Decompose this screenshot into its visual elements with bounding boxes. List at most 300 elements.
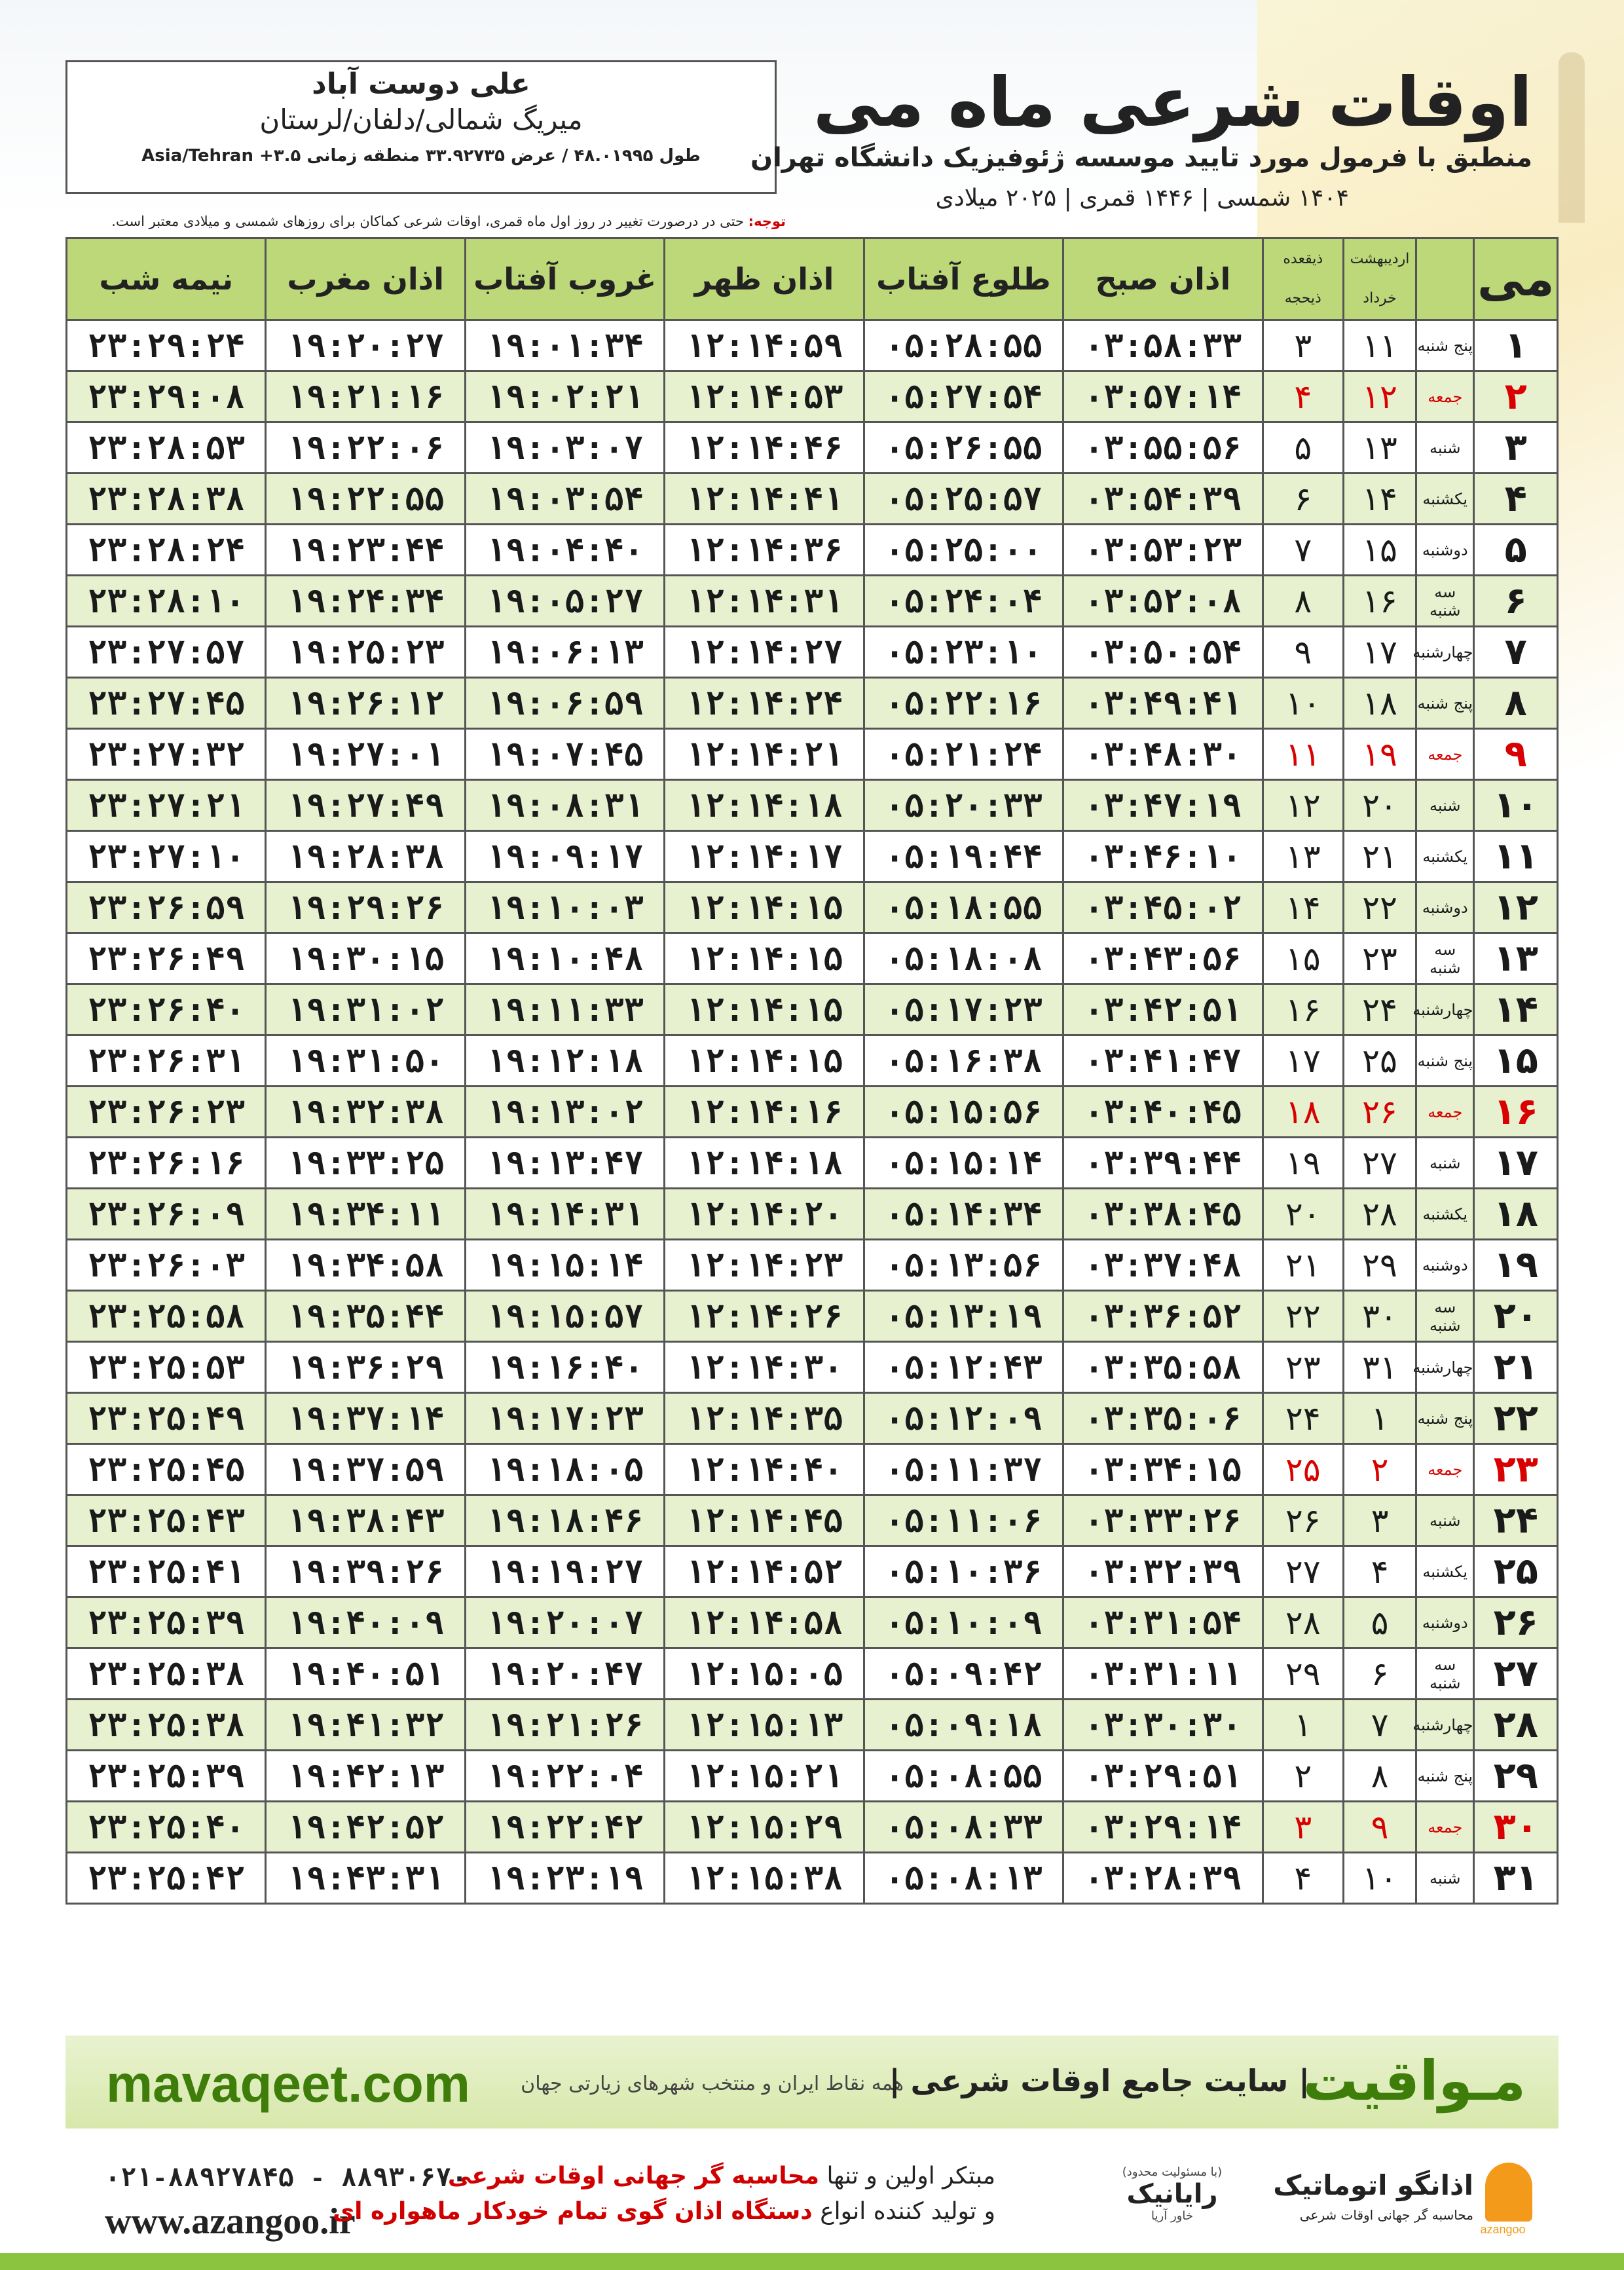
azangoo-mark-text: azangoo <box>1480 2223 1526 2236</box>
cell-midnight: ۲۳:۲۷:۳۲ <box>67 729 266 780</box>
cell-day: ۱۱ <box>1474 831 1558 882</box>
cell-sunset: ۱۹:۰۳:۵۴ <box>465 474 664 525</box>
promo2-a: و تولید کننده انواع <box>820 2198 995 2225</box>
cell-hijri: ۲۶ <box>1263 1495 1343 1546</box>
azangoo-tagline: محاسبه گر جهانی اوقات شرعی <box>1299 2207 1473 2223</box>
cell-hijri: ۸ <box>1263 576 1343 627</box>
cell-fajr: ۰۳:۴۰:۴۵ <box>1063 1087 1263 1138</box>
cell-jalali: ۱ <box>1343 1393 1416 1444</box>
cell-maghrib: ۱۹:۳۲:۳۸ <box>266 1087 465 1138</box>
website-link[interactable]: mavaqeet.com <box>106 2055 470 2113</box>
table-row <box>67 1138 1558 1189</box>
cell-jalali: ۲۵ <box>1343 1035 1416 1087</box>
cell-day: ۱۰ <box>1474 780 1558 831</box>
cell-dhuhr: ۱۲:۱۴:۲۷ <box>665 627 864 678</box>
cell-jalali: ۴ <box>1343 1546 1416 1597</box>
cell-jalali: ۹ <box>1343 1802 1416 1853</box>
cell-sunset: ۱۹:۱۰:۰۳ <box>465 882 664 933</box>
table-row <box>67 1291 1558 1342</box>
cell-jalali: ۱۹ <box>1343 729 1416 780</box>
table-row <box>67 984 1558 1035</box>
cell-hijri: ۱۶ <box>1263 984 1343 1035</box>
cell-weekday: سه شنبه <box>1416 1291 1474 1342</box>
cell-day: ۱۶ <box>1474 1087 1558 1138</box>
cell-hijri: ۲۴ <box>1263 1393 1343 1444</box>
note-text: حتی در درصورت تغییر در روز اول ماه قمری، اوقات شرعی کماکان برای روزهای شمسی و میلادی معتبر است. <box>111 214 744 229</box>
cell-jalali: ۲ <box>1343 1444 1416 1495</box>
cell-weekday: سه شنبه <box>1416 576 1474 627</box>
cell-hijri: ۱۳ <box>1263 831 1343 882</box>
cell-dhuhr: ۱۲:۱۵:۱۳ <box>665 1700 864 1751</box>
cell-day: ۳۱ <box>1474 1853 1558 1904</box>
cell-hijri: ۱۴ <box>1263 882 1343 933</box>
table-row <box>67 933 1558 984</box>
cell-sunset: ۱۹:۲۱:۲۶ <box>465 1700 664 1751</box>
cell-maghrib: ۱۹:۳۱:۵۰ <box>266 1035 465 1087</box>
table-row <box>67 627 1558 678</box>
cell-maghrib: ۱۹:۲۷:۴۹ <box>266 780 465 831</box>
cell-midnight: ۲۳:۲۷:۴۵ <box>67 678 266 729</box>
cell-midnight: ۲۳:۲۵:۴۲ <box>67 1853 266 1904</box>
cell-midnight: ۲۳:۲۶:۰۳ <box>67 1240 266 1291</box>
note-label: توجه: <box>748 214 786 229</box>
cell-dhuhr: ۱۲:۱۴:۲۰ <box>665 1189 864 1240</box>
location-box <box>65 60 777 194</box>
header-hijri-1: ذیقعده <box>1283 251 1323 267</box>
table-row <box>67 1240 1558 1291</box>
cell-fajr: ۰۳:۵۳:۲۳ <box>1063 525 1263 576</box>
cell-sunrise: ۰۵:۲۱:۲۴ <box>864 729 1063 780</box>
cell-dhuhr: ۱۲:۱۵:۰۵ <box>665 1648 864 1700</box>
cell-maghrib: ۱۹:۳۴:۱۱ <box>266 1189 465 1240</box>
cell-hijri: ۳ <box>1263 320 1343 371</box>
note <box>65 214 786 229</box>
cell-sunset: ۱۹:۱۳:۴۷ <box>465 1138 664 1189</box>
cell-day: ۲۱ <box>1474 1342 1558 1393</box>
table-body <box>67 320 1558 1904</box>
cell-dhuhr: ۱۲:۱۵:۳۸ <box>665 1853 864 1904</box>
cell-sunset: ۱۹:۱۲:۱۸ <box>465 1035 664 1087</box>
cell-maghrib: ۱۹:۳۹:۲۶ <box>266 1546 465 1597</box>
cell-weekday: پنج شنبه <box>1416 678 1474 729</box>
cell-weekday: دوشنبه <box>1416 525 1474 576</box>
cell-sunrise: ۰۵:۱۵:۵۶ <box>864 1087 1063 1138</box>
cell-maghrib: ۱۹:۳۱:۰۲ <box>266 984 465 1035</box>
cell-sunrise: ۰۵:۲۳:۱۰ <box>864 627 1063 678</box>
cell-day: ۳۰ <box>1474 1802 1558 1853</box>
cell-fajr: ۰۳:۵۰:۵۴ <box>1063 627 1263 678</box>
cell-hijri: ۱۸ <box>1263 1087 1343 1138</box>
cell-day: ۱۹ <box>1474 1240 1558 1291</box>
cell-sunrise: ۰۵:۱۷:۲۳ <box>864 984 1063 1035</box>
cell-day: ۴ <box>1474 474 1558 525</box>
cell-midnight: ۲۳:۲۶:۱۶ <box>67 1138 266 1189</box>
cell-hijri: ۴ <box>1263 371 1343 422</box>
table-row <box>67 422 1558 474</box>
cell-maghrib: ۱۹:۴۳:۳۱ <box>266 1853 465 1904</box>
cell-jalali: ۷ <box>1343 1700 1416 1751</box>
cell-sunrise: ۰۵:۱۵:۱۴ <box>864 1138 1063 1189</box>
cell-hijri: ۲۱ <box>1263 1240 1343 1291</box>
cell-maghrib: ۱۹:۲۲:۰۶ <box>266 422 465 474</box>
cell-sunrise: ۰۵:۰۹:۱۸ <box>864 1700 1063 1751</box>
cell-sunrise: ۰۵:۱۹:۴۴ <box>864 831 1063 882</box>
cell-fajr: ۰۳:۴۳:۵۶ <box>1063 933 1263 984</box>
cell-hijri: ۲۹ <box>1263 1648 1343 1700</box>
cell-dhuhr: ۱۲:۱۴:۱۶ <box>665 1087 864 1138</box>
cell-day: ۱ <box>1474 320 1558 371</box>
cell-midnight: ۲۳:۲۹:۲۴ <box>67 320 266 371</box>
cell-sunrise: ۰۵:۲۶:۵۵ <box>864 422 1063 474</box>
table-row <box>67 1342 1558 1393</box>
cell-dhuhr: ۱۲:۱۴:۱۷ <box>665 831 864 882</box>
cell-maghrib: ۱۹:۴۲:۵۲ <box>266 1802 465 1853</box>
cell-sunrise: ۰۵:۱۲:۰۹ <box>864 1393 1063 1444</box>
cell-jalali: ۵ <box>1343 1597 1416 1648</box>
cell-fajr: ۰۳:۳۱:۵۴ <box>1063 1597 1263 1648</box>
cell-fajr: ۰۳:۵۵:۵۶ <box>1063 422 1263 474</box>
table-row <box>67 831 1558 882</box>
promo-line-1 <box>448 2163 995 2189</box>
cell-weekday: چهارشنبه <box>1416 1700 1474 1751</box>
cell-dhuhr: ۱۲:۱۴:۵۹ <box>665 320 864 371</box>
region-name: میریگ شمالی/دلفان/لرستان <box>259 103 583 136</box>
cell-day: ۲ <box>1474 371 1558 422</box>
cell-jalali: ۱۲ <box>1343 371 1416 422</box>
azangoo-name: اذانگو اتوماتیک <box>1273 2169 1473 2201</box>
cell-midnight: ۲۳:۲۶:۵۹ <box>67 882 266 933</box>
cell-midnight: ۲۳:۲۸:۵۳ <box>67 422 266 474</box>
cell-sunrise: ۰۵:۲۵:۰۰ <box>864 525 1063 576</box>
cell-dhuhr: ۱۲:۱۴:۱۵ <box>665 1035 864 1087</box>
page-title: اوقات شرعی ماه می <box>813 62 1532 142</box>
cell-jalali: ۲۲ <box>1343 882 1416 933</box>
rayanik-logo <box>1113 2165 1231 2237</box>
cell-weekday: شنبه <box>1416 1853 1474 1904</box>
cell-jalali: ۲۰ <box>1343 780 1416 831</box>
cell-maghrib: ۱۹:۳۳:۲۵ <box>266 1138 465 1189</box>
cell-maghrib: ۱۹:۳۴:۵۸ <box>266 1240 465 1291</box>
cell-jalali: ۳۰ <box>1343 1291 1416 1342</box>
cell-maghrib: ۱۹:۲۳:۴۴ <box>266 525 465 576</box>
table-row <box>67 1597 1558 1648</box>
cell-maghrib: ۱۹:۴۱:۳۲ <box>266 1700 465 1751</box>
cell-weekday: پنج شنبه <box>1416 1393 1474 1444</box>
cell-midnight: ۲۳:۲۵:۴۱ <box>67 1546 266 1597</box>
cell-dhuhr: ۱۲:۱۴:۱۵ <box>665 882 864 933</box>
cell-hijri: ۵ <box>1263 422 1343 474</box>
cell-weekday: جمعه <box>1416 1087 1474 1138</box>
cell-day: ۲۴ <box>1474 1495 1558 1546</box>
cell-fajr: ۰۳:۴۵:۰۲ <box>1063 882 1263 933</box>
cell-dhuhr: ۱۲:۱۴:۱۵ <box>665 984 864 1035</box>
table-row <box>67 882 1558 933</box>
cell-dhuhr: ۱۲:۱۴:۱۸ <box>665 1138 864 1189</box>
cell-fajr: ۰۳:۳۰:۳۰ <box>1063 1700 1263 1751</box>
cell-sunset: ۱۹:۰۶:۵۹ <box>465 678 664 729</box>
cell-sunrise: ۰۵:۱۶:۳۸ <box>864 1035 1063 1087</box>
cell-midnight: ۲۳:۲۶:۴۰ <box>67 984 266 1035</box>
cell-sunrise: ۰۵:۲۲:۱۶ <box>864 678 1063 729</box>
cell-sunset: ۱۹:۱۵:۵۷ <box>465 1291 664 1342</box>
cell-sunset: ۱۹:۱۸:۰۵ <box>465 1444 664 1495</box>
cell-weekday: جمعه <box>1416 729 1474 780</box>
cell-sunset: ۱۹:۱۸:۴۶ <box>465 1495 664 1546</box>
cell-sunset: ۱۹:۱۱:۳۳ <box>465 984 664 1035</box>
cell-sunrise: ۰۵:۱۲:۴۳ <box>864 1342 1063 1393</box>
cell-sunset: ۱۹:۲۲:۰۴ <box>465 1751 664 1802</box>
cell-fajr: ۰۳:۳۵:۵۸ <box>1063 1342 1263 1393</box>
cell-sunset: ۱۹:۱۰:۴۸ <box>465 933 664 984</box>
cell-sunset: ۱۹:۲۳:۱۹ <box>465 1853 664 1904</box>
header-weekday <box>1416 238 1474 320</box>
cell-jalali: ۲۷ <box>1343 1138 1416 1189</box>
cell-dhuhr: ۱۲:۱۵:۲۱ <box>665 1751 864 1802</box>
cell-fajr: ۰۳:۳۶:۵۲ <box>1063 1291 1263 1342</box>
phone-numbers: ۰۲۱-۸۸۹۲۷۸۴۵ - ۸۸۹۳۰۶۷۰ <box>105 2165 468 2195</box>
promo2-b: دستگاه اذان گوی تمام خودکار ماهواره ای <box>333 2198 813 2225</box>
cell-dhuhr: ۱۲:۱۴:۴۵ <box>665 1495 864 1546</box>
cell-weekday: پنج شنبه <box>1416 1035 1474 1087</box>
azangoo-website[interactable]: www.azangoo.ir <box>105 2201 356 2242</box>
cell-sunset: ۱۹:۲۲:۴۲ <box>465 1802 664 1853</box>
cell-maghrib: ۱۹:۲۶:۱۲ <box>266 678 465 729</box>
cell-fajr: ۰۳:۳۸:۴۵ <box>1063 1189 1263 1240</box>
cell-dhuhr: ۱۲:۱۴:۱۵ <box>665 933 864 984</box>
cell-sunset: ۱۹:۰۹:۱۷ <box>465 831 664 882</box>
cell-day: ۸ <box>1474 678 1558 729</box>
cell-sunset: ۱۹:۱۳:۰۲ <box>465 1087 664 1138</box>
cell-midnight: ۲۳:۲۶:۰۹ <box>67 1189 266 1240</box>
promo1-b: محاسبه گر جهانی اوقات شرعی <box>447 2163 819 2189</box>
cell-weekday: سه شنبه <box>1416 1648 1474 1700</box>
cell-midnight: ۲۳:۲۵:۳۹ <box>67 1597 266 1648</box>
cell-sunrise: ۰۵:۱۳:۵۶ <box>864 1240 1063 1291</box>
cell-weekday: شنبه <box>1416 422 1474 474</box>
minaret-decoration <box>1559 52 1585 223</box>
cell-midnight: ۲۳:۲۸:۳۸ <box>67 474 266 525</box>
cell-day: ۱۵ <box>1474 1035 1558 1087</box>
cell-midnight: ۲۳:۲۵:۵۸ <box>67 1291 266 1342</box>
azangoo-logo <box>1273 2159 1532 2237</box>
cell-midnight: ۲۳:۲۸:۲۴ <box>67 525 266 576</box>
header-fajr: اذان صبح <box>1063 238 1263 320</box>
cell-sunset: ۱۹:۰۱:۳۴ <box>465 320 664 371</box>
cell-sunrise: ۰۵:۱۸:۵۵ <box>864 882 1063 933</box>
table-header <box>67 238 1558 320</box>
cell-weekday: دوشنبه <box>1416 1240 1474 1291</box>
table-row <box>67 729 1558 780</box>
cell-maghrib: ۱۹:۲۴:۳۴ <box>266 576 465 627</box>
cell-fajr: ۰۳:۵۸:۳۳ <box>1063 320 1263 371</box>
cell-sunset: ۱۹:۰۳:۰۷ <box>465 422 664 474</box>
cell-day: ۷ <box>1474 627 1558 678</box>
cell-weekday: یکشنبه <box>1416 474 1474 525</box>
cell-hijri: ۲۵ <box>1263 1444 1343 1495</box>
header-month: می <box>1474 238 1558 320</box>
footer-band <box>65 2036 1559 2129</box>
cell-maghrib: ۱۹:۲۵:۲۳ <box>266 627 465 678</box>
cell-jalali: ۱۵ <box>1343 525 1416 576</box>
cell-sunset: ۱۹:۰۴:۴۰ <box>465 525 664 576</box>
cell-jalali: ۸ <box>1343 1751 1416 1802</box>
cell-day: ۶ <box>1474 576 1558 627</box>
cell-fajr: ۰۳:۴۹:۴۱ <box>1063 678 1263 729</box>
cell-jalali: ۱۷ <box>1343 627 1416 678</box>
cell-dhuhr: ۱۲:۱۴:۴۶ <box>665 422 864 474</box>
cell-fajr: ۰۳:۳۱:۱۱ <box>1063 1648 1263 1700</box>
cell-day: ۱۴ <box>1474 984 1558 1035</box>
cell-jalali: ۲۹ <box>1343 1240 1416 1291</box>
cell-sunrise: ۰۵:۱۰:۰۹ <box>864 1597 1063 1648</box>
cell-weekday: شنبه <box>1416 780 1474 831</box>
rayanik-name: رایانیک <box>1126 2179 1218 2209</box>
cell-sunrise: ۰۵:۱۱:۰۶ <box>864 1495 1063 1546</box>
cell-sunset: ۱۹:۰۷:۴۵ <box>465 729 664 780</box>
cell-weekday: پنج شنبه <box>1416 1751 1474 1802</box>
cell-weekday: یکشنبه <box>1416 831 1474 882</box>
prayer-times-table <box>65 237 1559 1905</box>
brand-subtitle-2: همه نقاط ایران و منتخب شهرهای زیارتی جهان <box>521 2072 904 2095</box>
table-row <box>67 1035 1558 1087</box>
cell-weekday: چهارشنبه <box>1416 627 1474 678</box>
header-hijri-2: ذیحجه <box>1284 290 1321 307</box>
cell-sunrise: ۰۵:۱۳:۱۹ <box>864 1291 1063 1342</box>
cell-jalali: ۲۶ <box>1343 1087 1416 1138</box>
table-row <box>67 1700 1558 1751</box>
header-sunset: غروب آفتاب <box>465 238 664 320</box>
cell-jalali: ۱۰ <box>1343 1853 1416 1904</box>
cell-dhuhr: ۱۲:۱۴:۵۲ <box>665 1546 864 1597</box>
cell-midnight: ۲۳:۲۸:۱۰ <box>67 576 266 627</box>
cell-fajr: ۰۳:۴۶:۱۰ <box>1063 831 1263 882</box>
cell-fajr: ۰۳:۳۷:۴۸ <box>1063 1240 1263 1291</box>
cell-maghrib: ۱۹:۴۰:۰۹ <box>266 1597 465 1648</box>
cell-day: ۱۷ <box>1474 1138 1558 1189</box>
cell-fajr: ۰۳:۳۲:۳۹ <box>1063 1546 1263 1597</box>
cell-weekday: دوشنبه <box>1416 882 1474 933</box>
cell-fajr: ۰۳:۴۷:۱۹ <box>1063 780 1263 831</box>
cell-maghrib: ۱۹:۲۹:۲۶ <box>266 882 465 933</box>
cell-sunset: ۱۹:۰۲:۲۱ <box>465 371 664 422</box>
cell-hijri: ۱۰ <box>1263 678 1343 729</box>
table-row <box>67 1189 1558 1240</box>
cell-weekday: جمعه <box>1416 1444 1474 1495</box>
cell-sunset: ۱۹:۱۵:۱۴ <box>465 1240 664 1291</box>
cell-hijri: ۷ <box>1263 525 1343 576</box>
cell-jalali: ۳۱ <box>1343 1342 1416 1393</box>
cell-sunrise: ۰۵:۲۵:۵۷ <box>864 474 1063 525</box>
cell-fajr: ۰۳:۴۲:۵۱ <box>1063 984 1263 1035</box>
cell-sunrise: ۰۵:۱۸:۰۸ <box>864 933 1063 984</box>
cell-sunset: ۱۹:۱۴:۳۱ <box>465 1189 664 1240</box>
cell-sunset: ۱۹:۲۰:۰۷ <box>465 1597 664 1648</box>
cell-hijri: ۳ <box>1263 1802 1343 1853</box>
cell-maghrib: ۱۹:۲۰:۲۷ <box>266 320 465 371</box>
cell-hijri: ۱۵ <box>1263 933 1343 984</box>
cell-midnight: ۲۳:۲۵:۴۳ <box>67 1495 266 1546</box>
cell-day: ۲۹ <box>1474 1751 1558 1802</box>
cell-hijri: ۲ <box>1263 1751 1343 1802</box>
cell-sunset: ۱۹:۱۹:۲۷ <box>465 1546 664 1597</box>
cell-day: ۱۸ <box>1474 1189 1558 1240</box>
cell-jalali: ۱۴ <box>1343 474 1416 525</box>
cell-day: ۲۸ <box>1474 1700 1558 1751</box>
table-row <box>67 1393 1558 1444</box>
cell-jalali: ۱۱ <box>1343 320 1416 371</box>
cell-sunrise: ۰۵:۰۸:۳۳ <box>864 1802 1063 1853</box>
cell-maghrib: ۱۹:۳۰:۱۵ <box>266 933 465 984</box>
cell-hijri: ۲۷ <box>1263 1546 1343 1597</box>
cell-maghrib: ۱۹:۴۲:۱۳ <box>266 1751 465 1802</box>
cell-midnight: ۲۳:۲۵:۵۳ <box>67 1342 266 1393</box>
cell-day: ۱۲ <box>1474 882 1558 933</box>
cell-fajr: ۰۳:۳۳:۲۶ <box>1063 1495 1263 1546</box>
table-row <box>67 1495 1558 1546</box>
cell-midnight: ۲۳:۲۵:۴۵ <box>67 1444 266 1495</box>
cell-weekday: جمعه <box>1416 371 1474 422</box>
cell-dhuhr: ۱۲:۱۴:۴۰ <box>665 1444 864 1495</box>
table-row <box>67 1648 1558 1700</box>
cell-hijri: ۱۷ <box>1263 1035 1343 1087</box>
cell-jalali: ۲۱ <box>1343 831 1416 882</box>
cell-day: ۱۳ <box>1474 933 1558 984</box>
promo-line-2 <box>333 2198 995 2225</box>
cell-dhuhr: ۱۲:۱۴:۳۰ <box>665 1342 864 1393</box>
cell-maghrib: ۱۹:۳۶:۲۹ <box>266 1342 465 1393</box>
cell-fajr: ۰۳:۲۹:۵۱ <box>1063 1751 1263 1802</box>
cell-day: ۳ <box>1474 422 1558 474</box>
cell-midnight: ۲۳:۲۷:۵۷ <box>67 627 266 678</box>
cell-day: ۹ <box>1474 729 1558 780</box>
cell-maghrib: ۱۹:۳۷:۵۹ <box>266 1444 465 1495</box>
cell-weekday: جمعه <box>1416 1802 1474 1853</box>
cell-hijri: ۲۳ <box>1263 1342 1343 1393</box>
cell-day: ۲۲ <box>1474 1393 1558 1444</box>
cell-midnight: ۲۳:۲۹:۰۸ <box>67 371 266 422</box>
city-name: علی دوست آباد <box>312 67 530 101</box>
cell-dhuhr: ۱۲:۱۴:۲۳ <box>665 1240 864 1291</box>
cell-day: ۲۳ <box>1474 1444 1558 1495</box>
cell-sunset: ۱۹:۰۵:۲۷ <box>465 576 664 627</box>
cell-hijri: ۲۲ <box>1263 1291 1343 1342</box>
cell-dhuhr: ۱۲:۱۵:۲۹ <box>665 1802 864 1853</box>
cell-dhuhr: ۱۲:۱۴:۵۳ <box>665 371 864 422</box>
cell-sunrise: ۰۵:۲۰:۳۳ <box>864 780 1063 831</box>
cell-day: ۲۷ <box>1474 1648 1558 1700</box>
cell-sunrise: ۰۵:۲۴:۰۴ <box>864 576 1063 627</box>
cell-weekday: پنج شنبه <box>1416 320 1474 371</box>
cell-sunrise: ۰۵:۱۰:۳۶ <box>864 1546 1063 1597</box>
cell-sunrise: ۰۵:۲۸:۵۵ <box>864 320 1063 371</box>
cell-jalali: ۶ <box>1343 1648 1416 1700</box>
cell-sunset: ۱۹:۲۰:۴۷ <box>465 1648 664 1700</box>
cell-sunrise: ۰۵:۰۸:۱۳ <box>864 1853 1063 1904</box>
cell-fajr: ۰۳:۲۸:۳۹ <box>1063 1853 1263 1904</box>
cell-maghrib: ۱۹:۲۷:۰۱ <box>266 729 465 780</box>
cell-sunset: ۱۹:۰۸:۳۱ <box>465 780 664 831</box>
cell-weekday: سه شنبه <box>1416 933 1474 984</box>
cell-fajr: ۰۳:۵۴:۳۹ <box>1063 474 1263 525</box>
table-row <box>67 1853 1558 1904</box>
cell-hijri: ۱ <box>1263 1700 1343 1751</box>
cell-sunrise: ۰۵:۲۷:۵۴ <box>864 371 1063 422</box>
brand-subtitle: | سایت جامع اوقات شرعی | <box>889 2063 1310 2098</box>
cell-jalali: ۱۸ <box>1343 678 1416 729</box>
cell-midnight: ۲۳:۲۵:۳۸ <box>67 1700 266 1751</box>
cell-jalali: ۳ <box>1343 1495 1416 1546</box>
page-subtitle: منطبق با فرمول مورد تایید موسسه ژئوفیزیک دانشگاه تهران <box>750 143 1532 173</box>
